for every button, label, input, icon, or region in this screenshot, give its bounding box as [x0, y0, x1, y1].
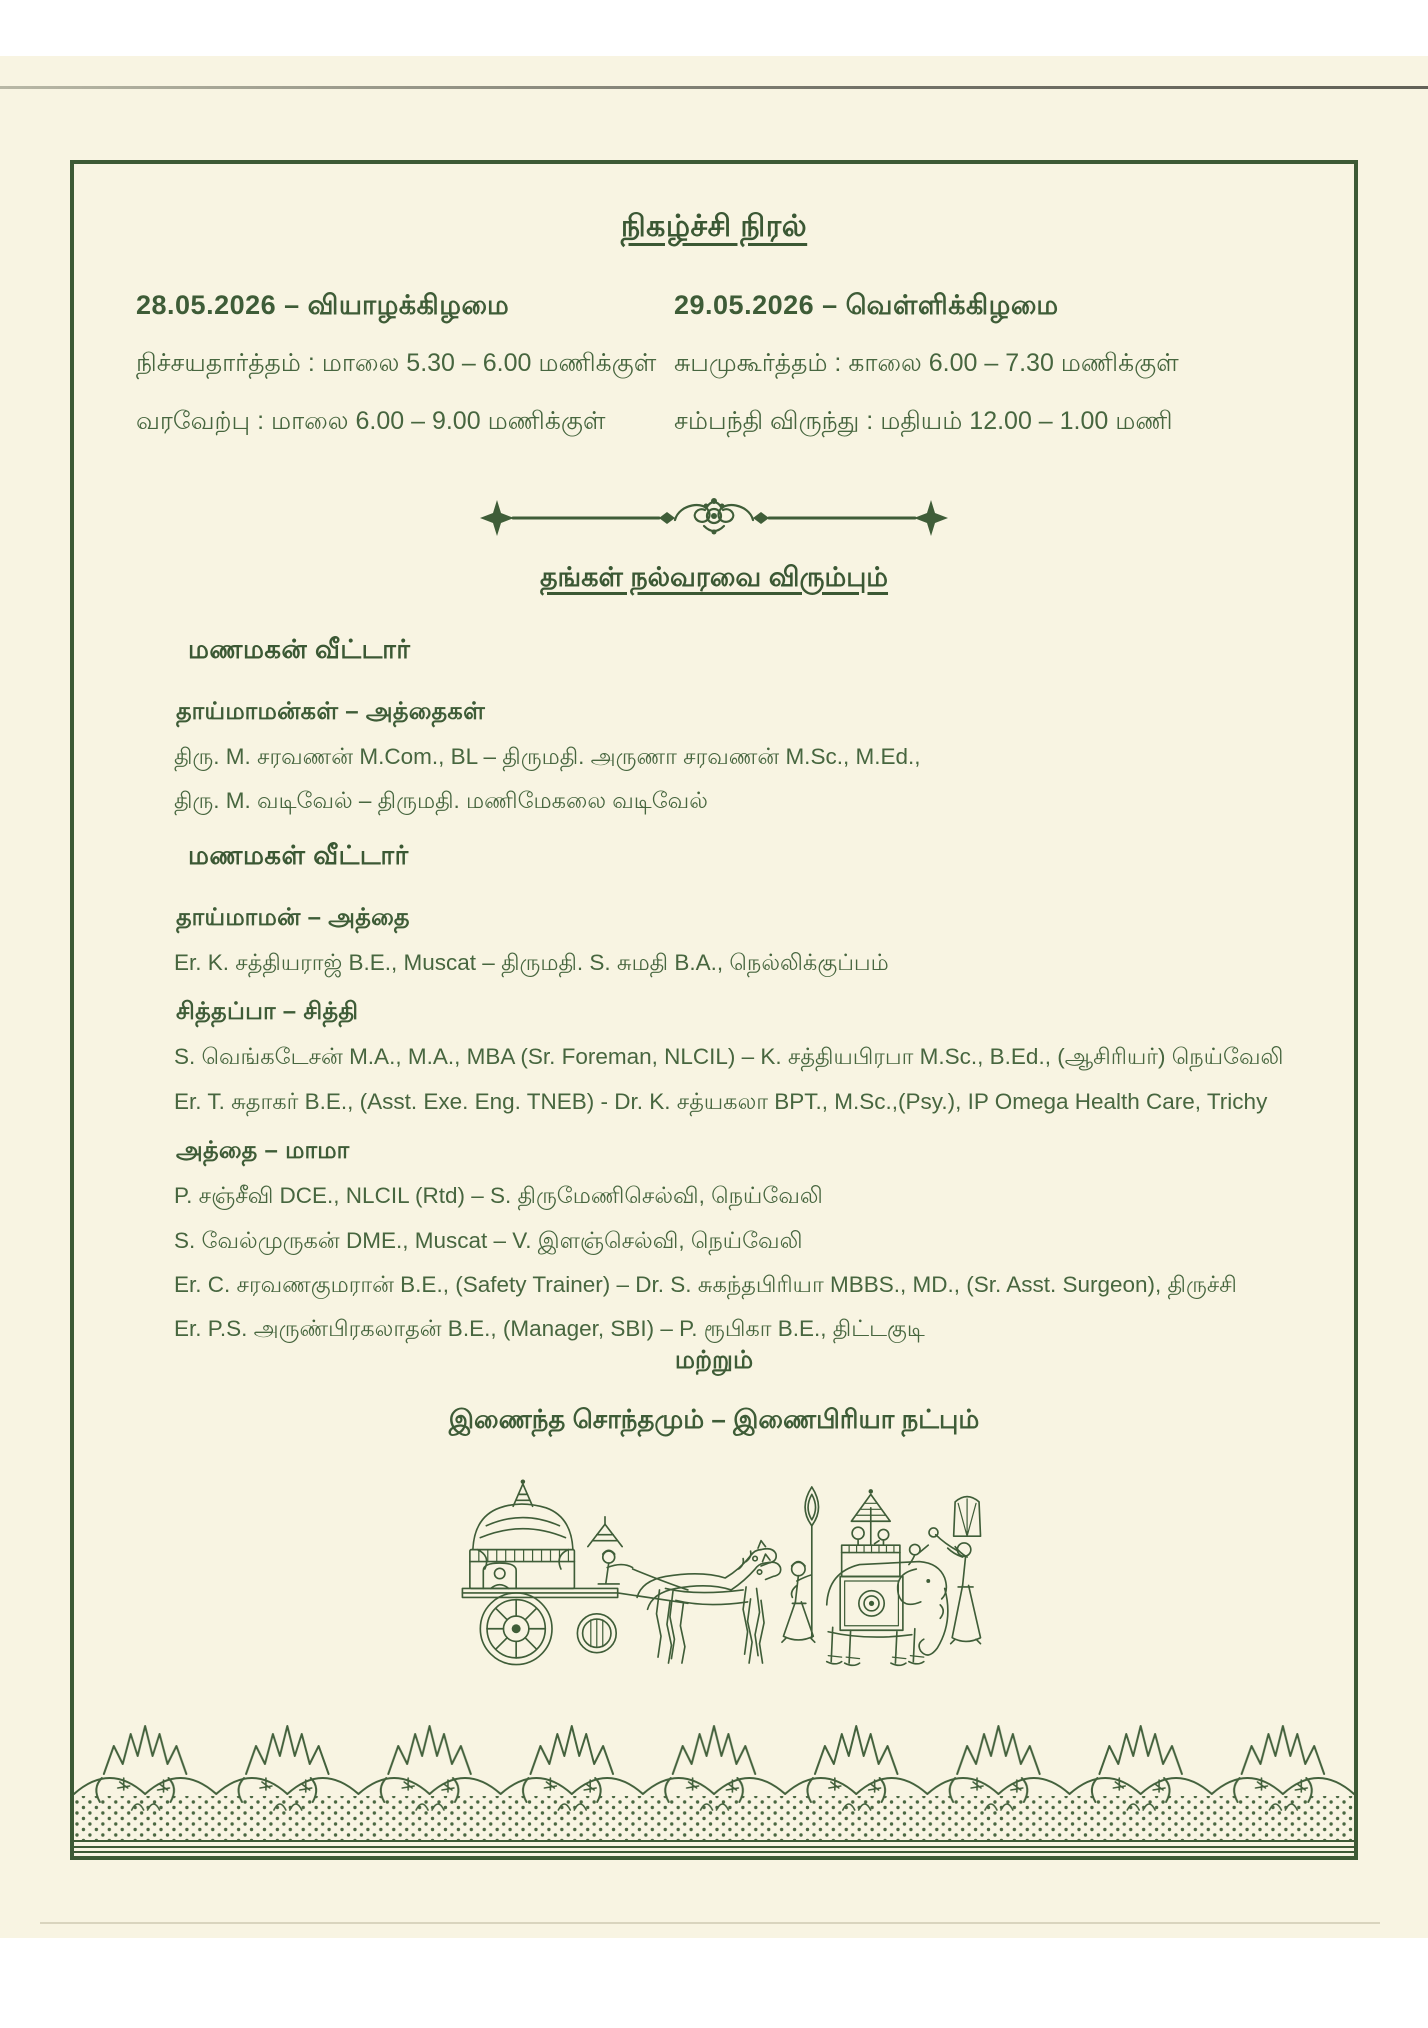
- wedding-procession-illustration: [442, 1446, 987, 1709]
- fan-bearer: [782, 1487, 819, 1642]
- guest-name-line: திரு. M. வடிவேல் – திருமதி. மணிமேகலை வடிவேல்: [174, 788, 708, 814]
- welcome-row: [74, 562, 1354, 597]
- title-row: [74, 210, 1354, 248]
- bride-side-heading: மணமகள் வீட்டார்: [188, 840, 409, 870]
- chariot: [462, 1479, 687, 1664]
- day-1-event-1: நிச்சயதார்த்தம் : மாலை 5.30 – 6.00 மணிக்குள்: [136, 349, 657, 377]
- invitation-border-frame: [70, 160, 1358, 1860]
- groom-side-section: [174, 634, 1314, 831]
- welcome-heading: தங்கள் நல்வரவை விரும்பும்: [539, 562, 889, 592]
- guest-name-line: Er. T. சுதாகர் B.E., (Asst. Exe. Eng. TNEB) - Dr. K. சத்யகலா BPT., M.Sc.,(Psy.), IP Omega Health Care, Trichy: [174, 1088, 1268, 1114]
- relation-heading: தாய்மாமன்கள் – அத்தைகள்: [176, 698, 486, 725]
- guest-name-line: Er. C. சரவணகுமரான் B.E., (Safety Trainer) – Dr. S. சுகந்தபிரியா MBBS., MD., (Sr. Asst. Surgeon), திருச்சி: [174, 1271, 1237, 1297]
- lotus-border-icon: [74, 1722, 1354, 1840]
- divider-scroll-icon: [479, 494, 949, 542]
- paper-bottom-edge: [40, 1922, 1380, 1924]
- horses: [633, 1541, 781, 1663]
- procession-art-icon: [442, 1446, 987, 1704]
- page-title: நிகழ்ச்சி நிரல்: [620, 210, 808, 243]
- event-schedule: [74, 290, 1334, 465]
- bottom-rule-lines: [74, 1840, 1354, 1856]
- guest-name-line: S. வேல்முருகன் DME., Muscat – V. இளஞ்செல்வி, நெய்வேலி: [174, 1227, 803, 1253]
- floral-border: [74, 1722, 1354, 1840]
- guest-name-line: S. வெங்கடேசன் M.A., M.A., MBA (Sr. Foreman, NLCIL) – K. சத்தியபிரபா M.Sc., B.Ed., (ஆசிரியர்) நெய்வேலி: [174, 1044, 1284, 1070]
- elephant: [827, 1489, 948, 1665]
- closing-line: இணைந்த சொந்தமும் – இணைபிரியா நட்பும்: [448, 1404, 980, 1434]
- day-1-date: 28.05.2026 – வியாழக்கிழமை: [136, 290, 510, 320]
- relation-heading: சித்தப்பா – சித்தி: [176, 998, 359, 1026]
- day-2-event-2: சம்பந்தி விருந்து : மதியம் 12.00 – 1.00 மணி: [674, 407, 1173, 435]
- day-2-date: 29.05.2026 – வெள்ளிக்கிழமை: [674, 290, 1059, 320]
- schedule-day-2: [674, 290, 1334, 465]
- relation-heading: தாய்மாமன் – அத்தை: [176, 904, 410, 931]
- groom-side-heading: மணமகன் வீட்டார்: [188, 634, 411, 664]
- and-label: மற்றும்: [674, 1346, 754, 1374]
- relation-heading: அத்தை – மாமா: [176, 1137, 350, 1165]
- paper-top-edge: [0, 86, 1428, 89]
- guest-name-line: திரு. M. சரவணன் M.Com., BL – திருமதி. அருணா சரவணன் M.Sc., M.Ed.,: [174, 744, 921, 769]
- day-1-event-2: வரவேற்பு : மாலை 6.00 – 9.00 மணிக்குள்: [136, 407, 606, 435]
- ornamental-divider: [74, 494, 1354, 547]
- guest-name-line: Er. P.S. அருண்பிரகலாதன் B.E., (Manager, SBI) – P. ரூபிகா B.E., திட்டகுடி: [174, 1316, 925, 1342]
- guest-name-line: Er. K. சத்தியராஜ் B.E., Muscat – திருமதி. S. சுமதி B.A., நெல்லிக்குப்பம்: [174, 950, 889, 975]
- day-2-event-1: சுபமுகூர்த்தம் : காலை 6.00 – 7.30 மணிக்குள்: [674, 349, 1179, 377]
- schedule-day-1: [74, 290, 674, 465]
- bride-side-section: [174, 840, 1314, 1359]
- guest-name-line: P. சஞ்சீவி DCE., NLCIL (Rtd) – S. திருமேணிசெல்வி, நெய்வேலி: [174, 1183, 823, 1209]
- horn-blower: [929, 1497, 981, 1644]
